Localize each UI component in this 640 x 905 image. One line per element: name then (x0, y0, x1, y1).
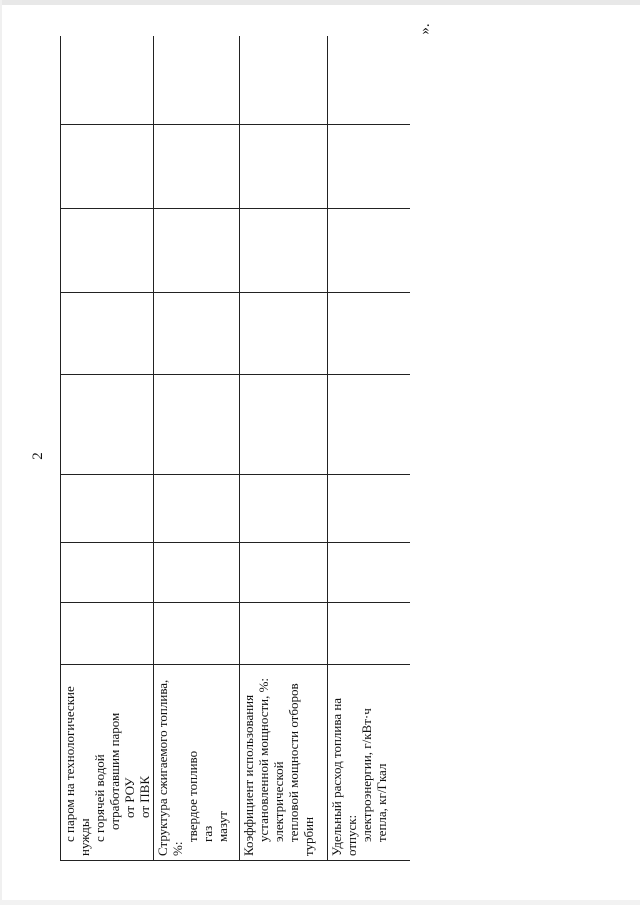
value-cell (328, 543, 411, 603)
value-cell (154, 543, 240, 603)
value-cell (328, 293, 411, 375)
value-cell (328, 475, 411, 543)
value-cell (61, 475, 154, 543)
row-label-line: электроэнергии, г/кВт·ч (359, 708, 374, 842)
row-label-line: %: (170, 841, 185, 856)
value-cell (328, 125, 411, 209)
row-label-line: тепла, кг/Гкал (374, 763, 389, 842)
value-cell (154, 475, 240, 543)
value-cell (328, 36, 411, 125)
value-cell (240, 293, 328, 375)
value-cell (240, 603, 328, 665)
row-label-line: тепловой мощности отборов (286, 683, 301, 842)
table-body (61, 36, 411, 861)
row-label-cell (240, 665, 328, 861)
closing-quote: ». (417, 23, 433, 35)
table-row (240, 36, 328, 861)
value-cell (154, 293, 240, 375)
row-label-line: Структура сжигаемого топлива, (155, 679, 170, 856)
row-label-line: установленной мощности, %: (256, 677, 271, 842)
value-cell (154, 209, 240, 293)
row-label-line: электрической (271, 761, 286, 842)
value-cell (154, 603, 240, 665)
row-label-cell (328, 665, 411, 861)
value-cell (240, 543, 328, 603)
value-cell (240, 36, 328, 125)
row-label-line: от РОУ (122, 777, 137, 818)
row-label-line: турбин (301, 816, 316, 856)
value-cell (61, 125, 154, 209)
scan-edge-top (0, 0, 640, 5)
value-cell (61, 543, 154, 603)
table-row (328, 36, 411, 861)
value-cell (61, 209, 154, 293)
row-label-line: Удельный расход топлива на (329, 697, 344, 856)
value-cell (240, 475, 328, 543)
value-cell (240, 375, 328, 475)
row-label-line: нужды (77, 818, 92, 856)
row-label-line: от ПВК (137, 776, 152, 818)
row-label-line: с паром на технологические (62, 686, 77, 842)
row-label-line: Коэффициент использования (241, 694, 256, 856)
row-label-line: с горячей водой (92, 754, 107, 842)
scan-edge-left (0, 0, 2, 905)
value-cell (154, 125, 240, 209)
table-row (61, 36, 154, 861)
row-label-cell (154, 665, 240, 861)
row-label-line: мазут (215, 811, 230, 842)
value-cell (328, 375, 411, 475)
value-cell (240, 209, 328, 293)
value-cell (61, 293, 154, 375)
row-label-line: отпуск: (344, 814, 359, 856)
page-number: 2 (30, 452, 46, 460)
report-table (60, 36, 410, 861)
rotated-table (60, 36, 410, 861)
value-cell (61, 36, 154, 125)
row-label-line: отработавшим паром (107, 712, 122, 830)
row-label-line: газ (200, 825, 215, 842)
value-cell (61, 603, 154, 665)
row-label-line: твердое топливо (185, 750, 200, 842)
scan-edge-bottom (0, 900, 640, 905)
value-cell (328, 603, 411, 665)
value-cell (61, 375, 154, 475)
value-cell (240, 125, 328, 209)
value-cell (154, 36, 240, 125)
value-cell (328, 209, 411, 293)
rotated-table-frame (60, 36, 410, 861)
table-row (154, 36, 240, 861)
value-cell (154, 375, 240, 475)
row-label-cell (61, 665, 154, 861)
